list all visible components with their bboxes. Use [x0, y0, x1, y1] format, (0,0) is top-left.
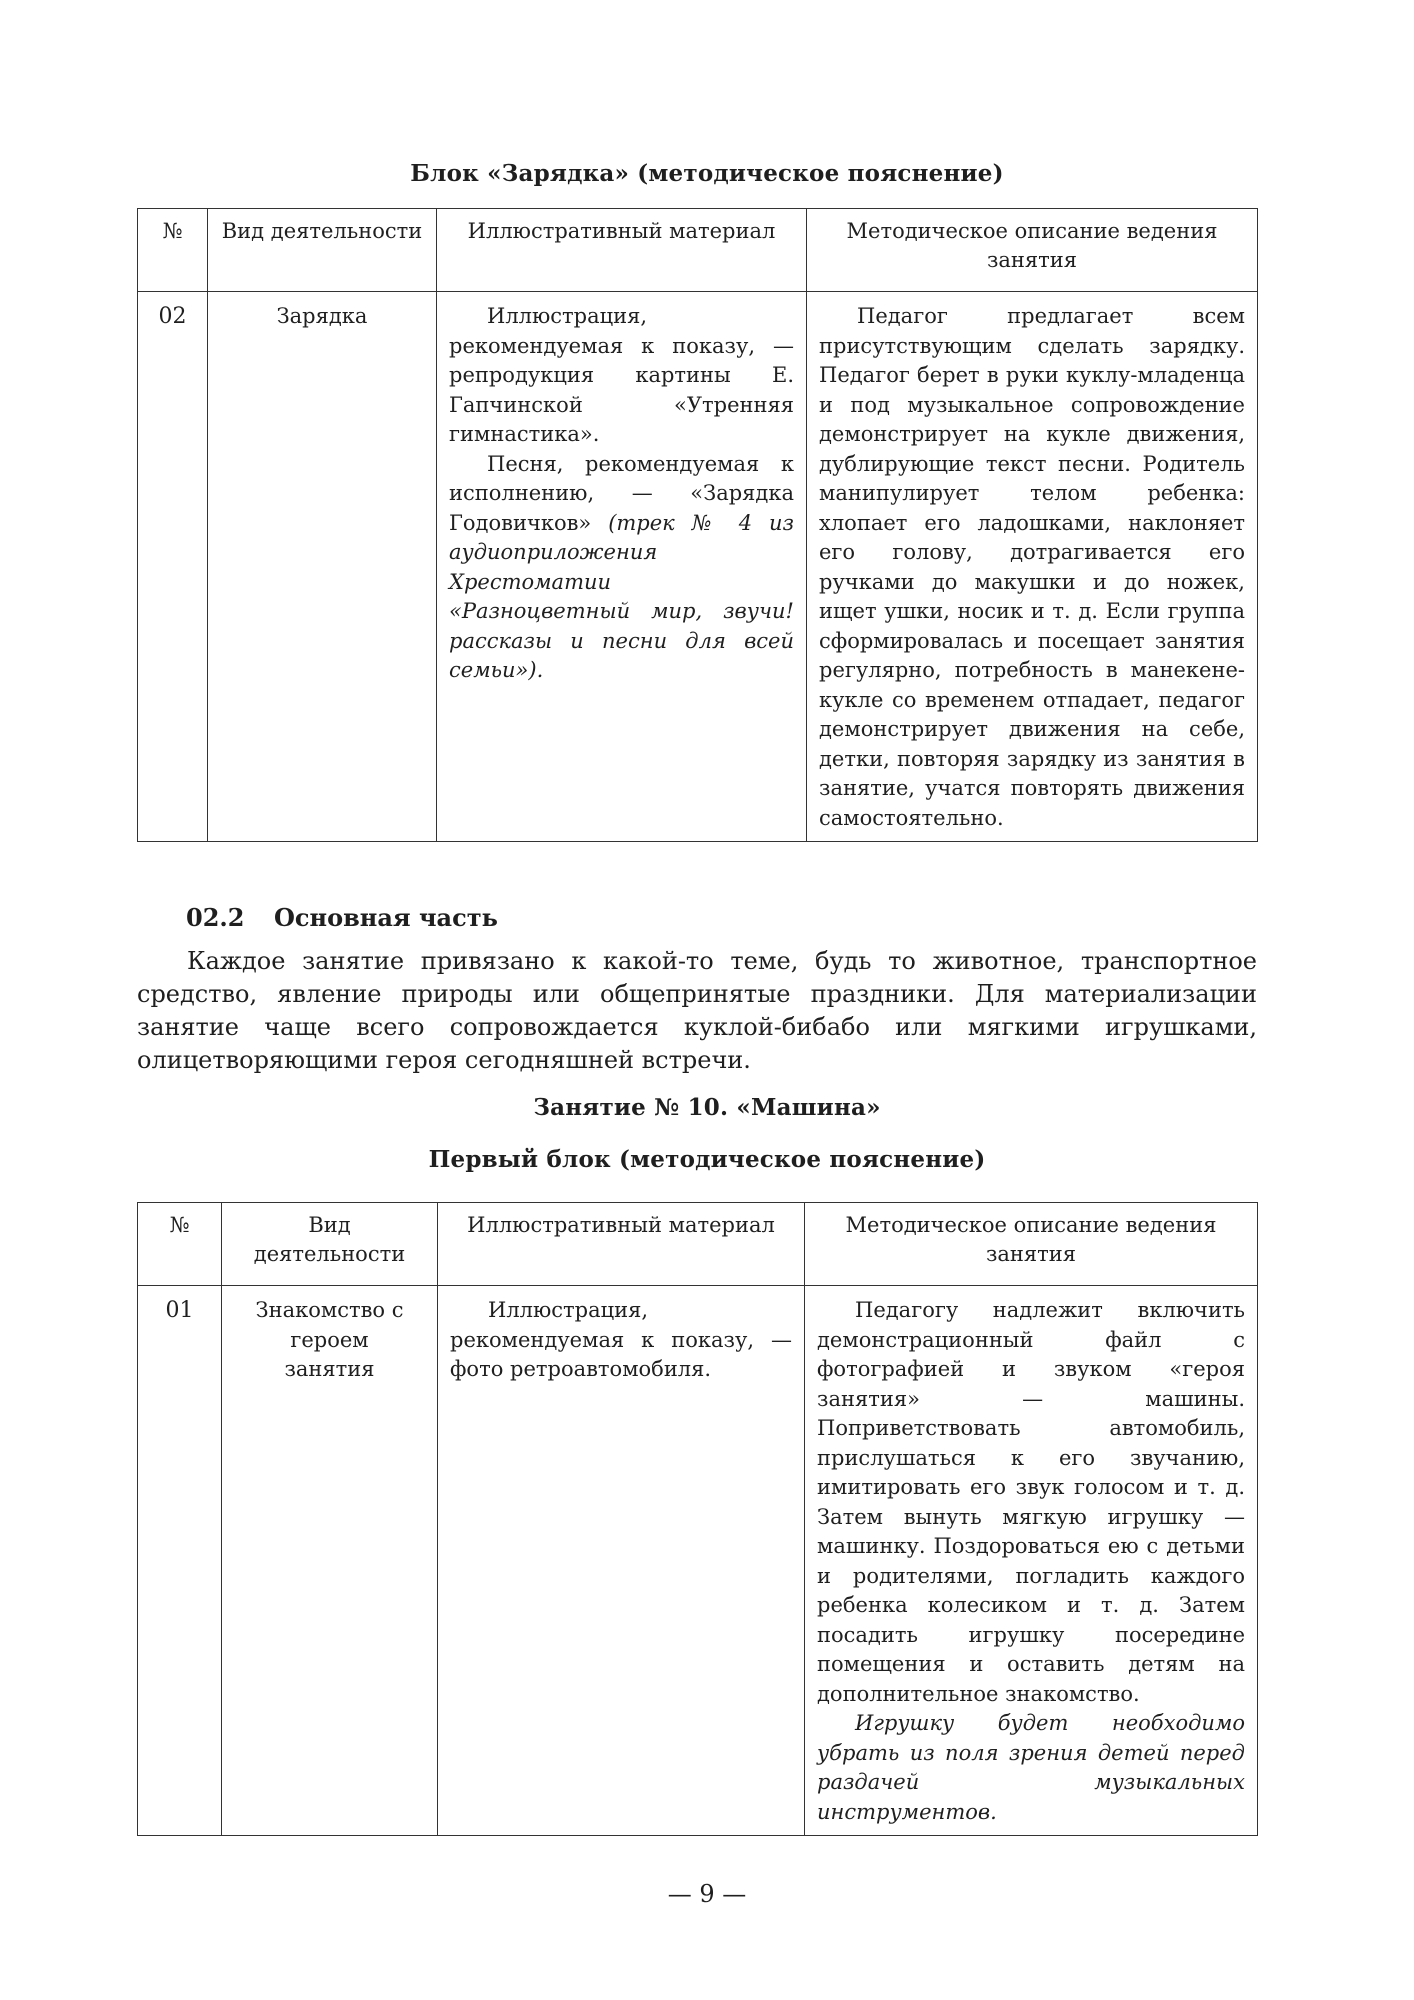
header-method-description: Методическое описание ведения занятия: [807, 209, 1258, 292]
section-title: Основная часть: [274, 903, 498, 932]
table-header-row: [138, 1203, 1258, 1286]
page-number: — 9 —: [667, 1880, 747, 1908]
row-illustrative-material: [437, 292, 807, 842]
lesson-title: Занятие № 10. «Машина»: [533, 1094, 881, 1121]
song-paragraph: [449, 450, 794, 686]
row-activity-type: Зарядка: [208, 292, 437, 842]
table-first-block: [137, 1202, 1258, 1836]
table-row: [138, 292, 1258, 842]
table1-caption: Блок «Зарядка» (методическое пояснение): [410, 160, 1004, 187]
song-track-note: (трек № 4 из аудиоприложения Хрестоматии «Разноцветный мир, звучи! рассказы и песни для всей семьи»).: [449, 510, 794, 682]
row-activity-type: Знакомство с героем занятия: [222, 1286, 438, 1836]
header-activity-type: Вид деятельности: [208, 209, 437, 292]
header-number: №: [138, 209, 208, 292]
row-method-description: [807, 292, 1258, 842]
row-number: 01: [138, 1286, 222, 1836]
illustration-paragraph: Иллюстрация, рекомендуемая к показу, — репродукция картины Е. Гапчинской «Утренняя гимнастика».: [449, 304, 794, 446]
header-number: №: [138, 1203, 222, 1286]
method-paragraph: Педагог предлагает всем присутствующим сделать зарядку. Педагог берет в руки куклу-младенца и под музыкальное сопровождение демонстрирует на кукле движения, дублирующие текст песни. Родитель манипулирует телом ребенка: хлопает его ладошками, наклоняет его голову, дотрагивается его ручками до макушки и до ножек, ищет ушки, носик и т. д. Если группа сформировалась и посещает занятия регулярно, потребность в манекене-кукле со временем отпадает, педагог демонстрирует движения на себе, детки, повторяя зарядку из занятия в занятие, учатся повторять движения самостоятельно.: [819, 304, 1245, 830]
section-body-text: Каждое занятие привязано к какой-то теме, будь то животное, транспортное средство, явление природы или общепринятые праздники. Для материализации занятие чаще всего сопровождается куклой-бибабо или мягкими игрушками, олицетворяющими героя сегодняшней встречи.: [137, 947, 1257, 1074]
table-charge-block: [137, 208, 1258, 842]
method-note-paragraph: Игрушку будет необходимо убрать из поля зрения детей перед раздачей музыкальных инструментов.: [817, 1711, 1245, 1824]
section-heading: [186, 903, 498, 932]
row-number: 02: [138, 292, 208, 842]
header-activity-type: Вид деятельности: [222, 1203, 438, 1286]
header-illustrative-material: Иллюстративный материал: [437, 209, 807, 292]
song-text: Песня, рекомендуемая к исполнению, — «Зарядка Годовичков»: [449, 451, 794, 535]
row-illustrative-material: [438, 1286, 805, 1836]
header-method-description: Методическое описание ведения занятия: [805, 1203, 1258, 1286]
row-method-description: [805, 1286, 1258, 1836]
header-illustrative-material: Иллюстративный материал: [438, 1203, 805, 1286]
table-row: [138, 1286, 1258, 1836]
section-number: 02.2: [186, 903, 245, 932]
table-header-row: [138, 209, 1258, 292]
method-paragraph: Педагогу надлежит включить демонстрационный файл с фотографией и звуком «героя занятия» — машины. Поприветствовать автомобиль, прислушаться к его звучанию, имитировать его звук голосом и т. д. Затем вынуть мягкую игрушку — машинку. Поздороваться ею с детьми и родителями, погладить каждого ребенка колесиком и т. д. Затем посадить игрушку посередине помещения и оставить детям на дополнительное знакомство.: [817, 1298, 1245, 1706]
illustration-paragraph: Иллюстрация, рекомендуемая к показу, — фото ретроавтомобиля.: [450, 1298, 792, 1381]
table2-caption: Первый блок (методическое пояснение): [428, 1146, 986, 1173]
